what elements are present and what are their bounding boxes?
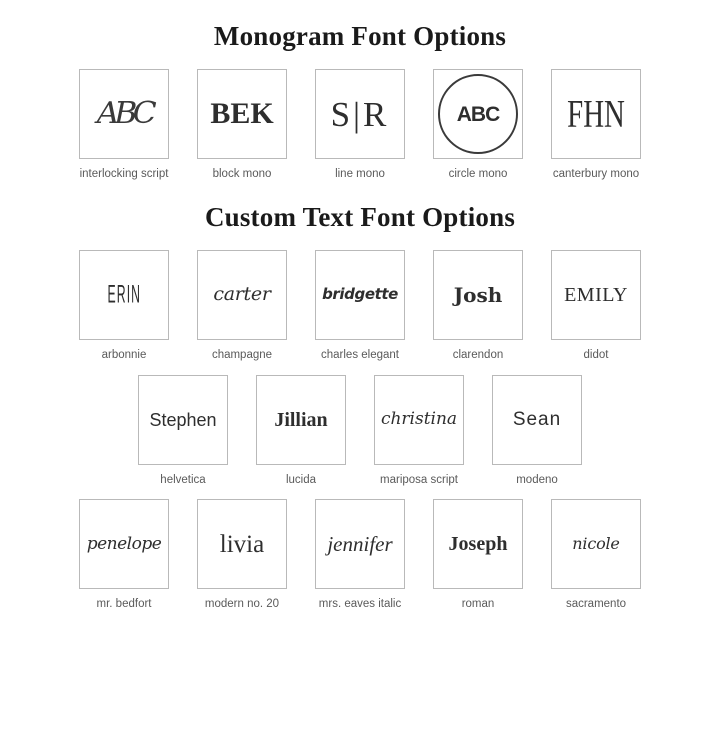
font-option-block-mono[interactable]	[189, 69, 296, 182]
font-preview-box[interactable]	[197, 69, 287, 159]
font-option-didot[interactable]	[543, 250, 650, 363]
font-option-mr-bedfort[interactable]	[71, 499, 178, 612]
font-preview-box[interactable]	[374, 375, 464, 465]
font-option-arbonnie[interactable]	[71, 250, 178, 363]
font-options-page	[0, 21, 720, 741]
font-option-charles-elegant[interactable]	[307, 250, 414, 363]
font-option-caption: champagne	[211, 348, 273, 361]
font-option-caption: modeno	[516, 473, 558, 486]
font-option-caption: mr. bedfort	[96, 598, 152, 611]
font-sample-text: BEK	[210, 97, 274, 130]
font-sample-text: jennifer	[327, 531, 393, 556]
font-sample-text: Jillian	[274, 408, 328, 431]
custom-font-row-1	[0, 250, 720, 363]
font-preview-box[interactable]	[551, 499, 641, 589]
font-option-caption: circle mono	[448, 168, 508, 180]
custom-font-row-2	[0, 375, 720, 488]
font-sample-text: penelope	[86, 533, 162, 554]
font-option-lucida[interactable]	[248, 375, 355, 488]
font-option-caption: arbonnie	[101, 348, 147, 361]
font-preview-box[interactable]	[315, 250, 405, 340]
font-option-line-mono[interactable]	[307, 69, 414, 182]
font-sample-text: ABC	[96, 96, 152, 131]
font-sample-text: ABC	[438, 74, 518, 154]
font-option-caption: lucida	[285, 473, 317, 486]
font-preview-box[interactable]	[79, 499, 169, 589]
font-preview-box[interactable]	[315, 499, 405, 589]
font-option-canterbury-mono[interactable]	[543, 69, 650, 182]
font-option-caption: clarendon	[452, 348, 504, 361]
font-preview-box[interactable]	[197, 499, 287, 589]
font-option-mariposa-script[interactable]	[366, 375, 473, 488]
page-title-custom-text: Custom Text Font Options	[204, 201, 516, 232]
font-sample-text: bridgette	[322, 285, 398, 304]
font-option-interlocking-script[interactable]	[71, 69, 178, 182]
font-preview-box[interactable]	[492, 375, 582, 465]
font-sample-text: FHN	[567, 92, 625, 136]
font-option-caption: line mono	[335, 168, 385, 180]
font-preview-box[interactable]	[79, 69, 169, 159]
font-preview-box[interactable]	[433, 250, 523, 340]
font-sample-text: carter	[213, 283, 271, 306]
font-option-caption: charles elegant	[321, 348, 399, 361]
font-preview-box[interactable]	[551, 250, 641, 340]
font-sample-text: Sean	[512, 409, 562, 431]
font-preview-box[interactable]	[433, 499, 523, 589]
font-option-caption: sacramento	[565, 598, 627, 611]
font-option-circle-mono[interactable]	[425, 69, 532, 182]
font-sample-text: Joseph	[448, 533, 508, 556]
font-preview-box[interactable]	[197, 250, 287, 340]
page-title-monogram: Monogram Font Options	[213, 21, 507, 51]
font-option-champagne[interactable]	[189, 250, 296, 363]
font-option-helvetica[interactable]	[130, 375, 237, 488]
font-option-mrs-eaves-italic[interactable]	[307, 499, 414, 612]
font-preview-box[interactable]	[138, 375, 228, 465]
font-sample-text: christina	[380, 409, 458, 430]
font-option-caption: roman	[461, 598, 495, 611]
font-preview-box[interactable]	[256, 375, 346, 465]
font-option-caption: canterbury mono	[552, 168, 640, 180]
font-option-caption: block mono	[212, 168, 272, 180]
custom-font-row-3	[0, 499, 720, 612]
font-sample-text: S|R	[330, 94, 390, 134]
font-sample-text: Josh	[453, 282, 503, 307]
font-option-clarendon[interactable]	[425, 250, 532, 363]
font-preview-box[interactable]	[79, 250, 169, 340]
font-option-caption: modern no. 20	[204, 598, 280, 611]
font-option-sacramento[interactable]	[543, 499, 650, 612]
monogram-font-row	[0, 69, 720, 182]
font-preview-box[interactable]	[551, 69, 641, 159]
font-sample-text: EMILY	[564, 283, 628, 306]
font-sample-text: livia	[219, 530, 265, 558]
font-option-caption: interlocking script	[79, 168, 169, 180]
font-option-modern-no-20[interactable]	[189, 499, 296, 612]
font-preview-box[interactable]	[315, 69, 405, 159]
font-sample-text: ERIN	[107, 281, 141, 309]
font-option-caption: mariposa script	[380, 473, 458, 486]
font-option-caption: didot	[583, 348, 609, 361]
font-preview-box[interactable]	[433, 69, 523, 159]
font-option-roman[interactable]	[425, 499, 532, 612]
font-option-modeno[interactable]	[484, 375, 591, 488]
font-option-caption: mrs. eaves italic	[318, 598, 402, 611]
font-sample-text: nicole	[572, 534, 620, 554]
font-option-caption: helvetica	[160, 473, 206, 486]
font-sample-text: Stephen	[149, 409, 217, 430]
